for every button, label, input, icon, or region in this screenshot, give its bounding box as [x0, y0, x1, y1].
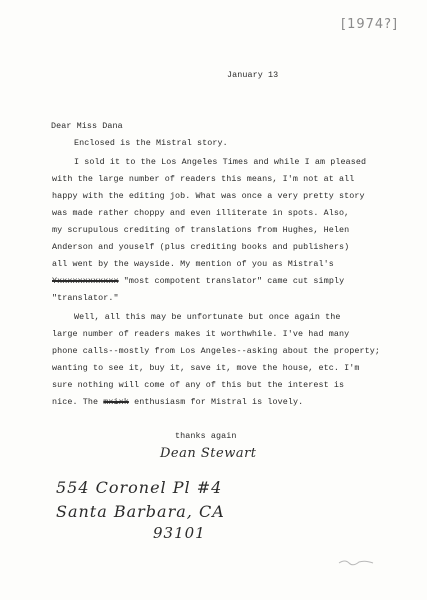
body-line-with-strike [52, 397, 303, 407]
struck-text: mxixk [103, 397, 129, 407]
pencil-mark-icon [337, 557, 377, 567]
body-line: was made rather choppy and even illiterate in spots. Also, [52, 208, 350, 218]
body-line: happy with the editing job. What was once a very pretty story [52, 191, 365, 201]
body-line: all went by the wayside. My mention of you as Mistral's [52, 259, 334, 269]
body-line: with the large number of readers this means, I'm not at all [52, 174, 355, 184]
body-line-with-strike [52, 276, 344, 286]
body-line: phone calls--mostly from Los Angeles--asking about the property; [52, 346, 381, 356]
body-line: Anderson and youself (plus crediting books and publishers) [52, 242, 350, 252]
body-line: enthusiasm for Mistral is lovely. [134, 397, 304, 407]
struck-text: Yxxxxxxxxxxxx [52, 276, 119, 286]
body-line: Well, all this may be unfortunate but once again the [74, 312, 341, 322]
address-line: Santa Barbara, CA [56, 502, 225, 521]
body-line: large number of readers makes it worthwhile. I've had many [52, 329, 350, 339]
signature: Dean Stewart [160, 446, 257, 461]
body-line: "translator." [52, 293, 119, 303]
body-line: "most compotent translator" came cut simply [123, 276, 345, 286]
archive-date-note: [1974?] [341, 17, 399, 32]
address-line: 554 Coronel Pl #4 [56, 478, 223, 497]
body-line: wanting to see it, buy it, save it, move the house, etc. I'm [52, 363, 360, 373]
body-line: nice. The [52, 397, 99, 407]
salutation: Dear Miss Dana [51, 121, 123, 131]
address-line: 93101 [153, 524, 206, 542]
body-line: Enclosed is the Mistral story. [74, 138, 228, 148]
body-line: my scrupulous crediting of translations from Hughes, Helen [52, 225, 350, 235]
closing: thanks again [175, 431, 237, 441]
body-line: I sold it to the Los Angeles Times and while I am pleased [74, 157, 367, 167]
letter-date: January 13 [227, 70, 279, 80]
body-line: sure nothing will come of any of this but the interest is [52, 380, 345, 390]
